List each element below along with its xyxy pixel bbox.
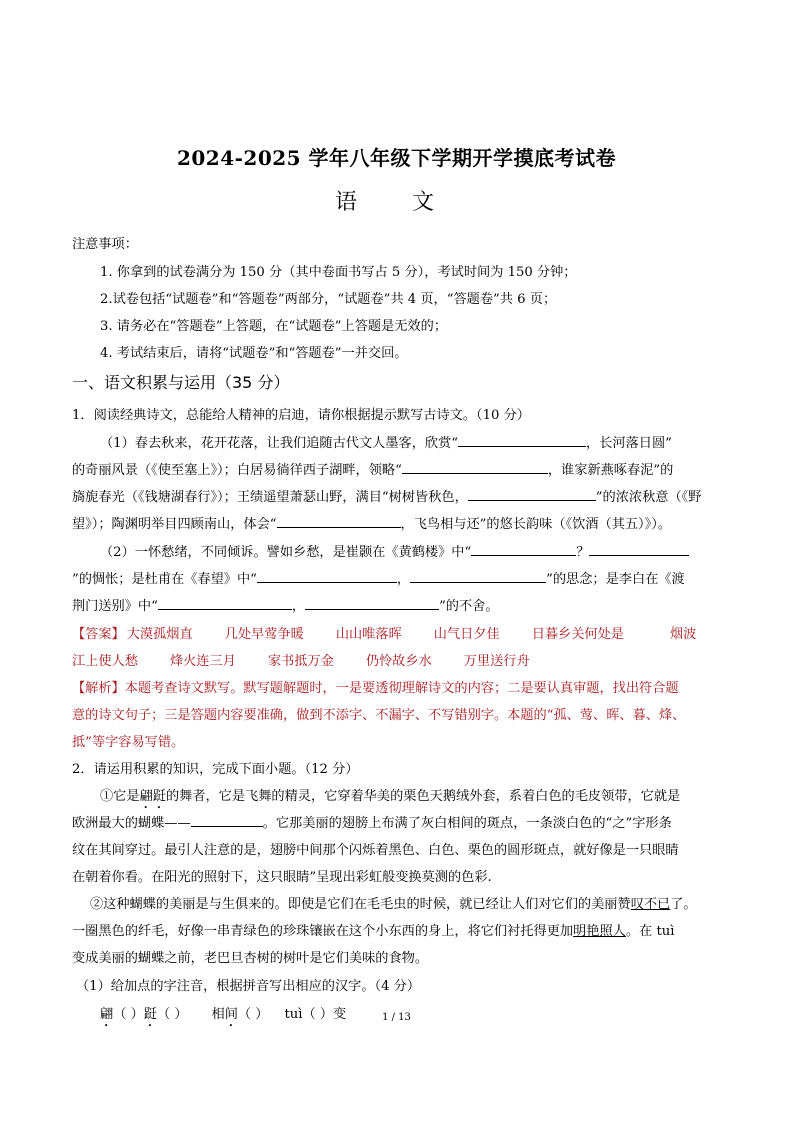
text: 一圈黑色的纤毛，好像一串青绿色的珍珠镶嵌在这个小东西的身上，将它们衬托得更加 (72, 924, 574, 939)
text: 相 (211, 1007, 225, 1022)
text: ， (396, 572, 411, 587)
q1-p1-line2 (72, 459, 673, 478)
answer-item: 烽火连三月 (169, 654, 236, 669)
dotted-char: 间 (224, 1007, 238, 1022)
q2-sub1-stem: （1）给加点的字注音，根据拼音写出相应的汉字。（4 分） (76, 979, 421, 994)
analysis-line-3: 抵”等字容易写错。 (72, 735, 185, 750)
text: 本题考查诗文默写。默写题解题时，一是要透彻理解诗文的内容；二是要认真审题，找出符合题 (124, 681, 679, 696)
answer-item: 仍怜故乡水 (365, 654, 432, 669)
dotted-char: 翩 (139, 789, 153, 804)
note-item-4: 4. 考试结束后，请将“试题卷”和“答题卷”一并交回。 (100, 346, 408, 361)
answer-blank (402, 461, 548, 474)
q2-para1-line1 (100, 785, 680, 812)
pinyin-blank: （ ） (113, 1007, 144, 1022)
pinyin-blank: （ ） (156, 1007, 188, 1022)
answer-blank (589, 543, 689, 556)
underlined-text: 叹不已 (630, 897, 671, 912)
answer-item: 烟波 (670, 627, 697, 642)
underlined-text: 明艳照人 (573, 924, 626, 939)
analysis-line-2: 意的诗文句子；三是答题内容要准确，做到不添字、不漏字、不写错别字。本题的“孤、莺、晖、暮、烽、 (72, 708, 686, 723)
text: ”的不舍。 (439, 599, 499, 614)
q1-p2-line3 (72, 595, 499, 614)
question-1-stem: 1．阅读经典诗文，总能给人精神的启迪，请你根据提示默写古诗文。（10 分） (72, 408, 530, 423)
dotted-char: 跹 (143, 1007, 157, 1022)
answer-line-1 (72, 623, 696, 642)
text: 。它那美丽的翅膀上布满了灰白相间的斑点，一条淡白色的“之”字形条 (262, 816, 672, 831)
text: 荆门送别》中“ (72, 599, 158, 614)
answer-blank (471, 543, 576, 556)
text: ②这种蝴蝶的美丽是与生俱来的。即使是它们在毛毛虫的时候，就已经让人们对它们的美丽赞 (90, 897, 631, 912)
exam-title: 2024-2025 学年八年级下学期开学摸底考试卷 (176, 146, 617, 170)
answer-item: 山山唯落晖 (335, 627, 402, 642)
answer-blank (191, 814, 263, 827)
answer-item: 万里送行舟 (463, 654, 530, 669)
answer-item: 几处早莺争暖 (224, 627, 304, 642)
q1-p1-line1 (100, 432, 672, 451)
q2-para2-line2 (72, 920, 674, 939)
q2-para1-line3: 纹在其间穿过。最引人注意的是，翅膀中间那个闪烁着黑色、白色、栗色的圆形斑点，就好像是一只眼睛 (72, 843, 679, 858)
q1-p1-line3 (72, 486, 701, 505)
q2-para2-line1 (90, 893, 697, 912)
q2-para1-line2 (72, 812, 672, 831)
question-2-stem: 2．请运用积累的知识，完成下面小题。（12 分） (72, 762, 359, 777)
text: ①它是 (100, 789, 140, 804)
section-heading: 一、语文积累与运用（35 分） (72, 373, 290, 392)
notes-heading: 注意事项： (72, 237, 138, 252)
pinyin-blank: （ ） (237, 1007, 269, 1022)
note-item-2: 2.试卷包括“试题卷”和“答题卷”两部分，“试题卷”共 4 页，“答题卷”共 6 页； (100, 292, 557, 307)
subject-title: 语 文 (335, 190, 458, 215)
page-number: 1 / 13 (382, 1012, 411, 1023)
text: 的舞者，它是飞舞的精灵，它穿着华美的栗色天鹅绒外套，系着白色的毛皮领带，它就是 (165, 789, 681, 804)
analysis-line-1 (72, 677, 679, 696)
answer-blank (257, 570, 397, 583)
text: ，长河落日圆” (586, 436, 672, 451)
q2-para2-line3: 变成美丽的蝴蝶之前，老巴旦杏树的树叶是它们美味的食物。 (72, 951, 429, 966)
dotted-char: 翩 (100, 1007, 114, 1022)
text: 了。 (670, 897, 697, 912)
answer-line-2 (72, 650, 530, 669)
q2-para1-line4: 在朝着你看。在阳光的照射下，这只眼睛”呈现出彩虹般变换莫测的色彩. (72, 870, 492, 885)
text: ”的思念；是李白在《渡 (546, 572, 685, 587)
q1-p2-line1 (100, 541, 689, 560)
text: 。在 tuì (625, 924, 675, 939)
text: ，飞鸟相与还”的悠长韵味（《饮酒（其五）》）。 (400, 517, 672, 532)
analysis-tag: 【解析】 (72, 681, 125, 696)
answer-blank (158, 597, 292, 610)
answer-tag: 【答案】 (72, 627, 125, 642)
answer-item: 山气日夕佳 (433, 627, 500, 642)
text: ？ (576, 545, 590, 560)
text: （2）一怀愁绪，不同倾诉。譬如乡愁，是崔颢在《黄鹤楼》中“ (100, 545, 472, 560)
note-item-1: 1. 你拿到的试卷满分为 150 分（其中卷面书写占 5 分），考试时间为 150 分钟； (100, 265, 577, 280)
q1-p1-line4 (72, 513, 671, 532)
note-item-3: 3. 请务必在“答题卷”上答题，在“试题卷”上答题是无效的； (100, 319, 448, 334)
text: 旖旎春光（《钱塘湖春行》）；王绩遥望萧瑟山野，满目“树树皆秋色， (72, 490, 468, 505)
dotted-char: 跹 (152, 789, 166, 804)
answer-item: 日暮乡关何处是 (531, 627, 624, 642)
answer-item: 江上使人愁 (72, 654, 138, 669)
text: 的奇丽风景（《使至塞上》）；白居易徜徉西子湖畔，领略“ (72, 463, 402, 478)
answer-blank (468, 488, 596, 501)
answer-item: 家书抵万金 (267, 654, 334, 669)
answer-item: 大漠孤烟直 (126, 627, 193, 642)
text: ”的浓浓秋意（《野 (595, 490, 702, 505)
text: ”的惆怅；是杜甫在《春望》中“ (72, 572, 257, 587)
answer-blank (305, 597, 439, 610)
answer-blank (458, 434, 586, 447)
answer-blank (410, 570, 546, 583)
text: 望》）；陶渊明举目四顾南山，体会“ (72, 517, 277, 532)
text: 欧洲最大的蝴蝶—— (72, 816, 191, 831)
text: ， (291, 599, 306, 614)
text: （1）春去秋来，花开花落，让我们追随古代文人墨客，欣赏“ (100, 436, 459, 451)
answer-blank (277, 515, 401, 528)
q1-p2-line2 (72, 568, 685, 587)
hanzi-blank: tuì（ ）变 (284, 1007, 347, 1022)
text: ，谁家新燕啄春泥”的 (547, 463, 674, 478)
